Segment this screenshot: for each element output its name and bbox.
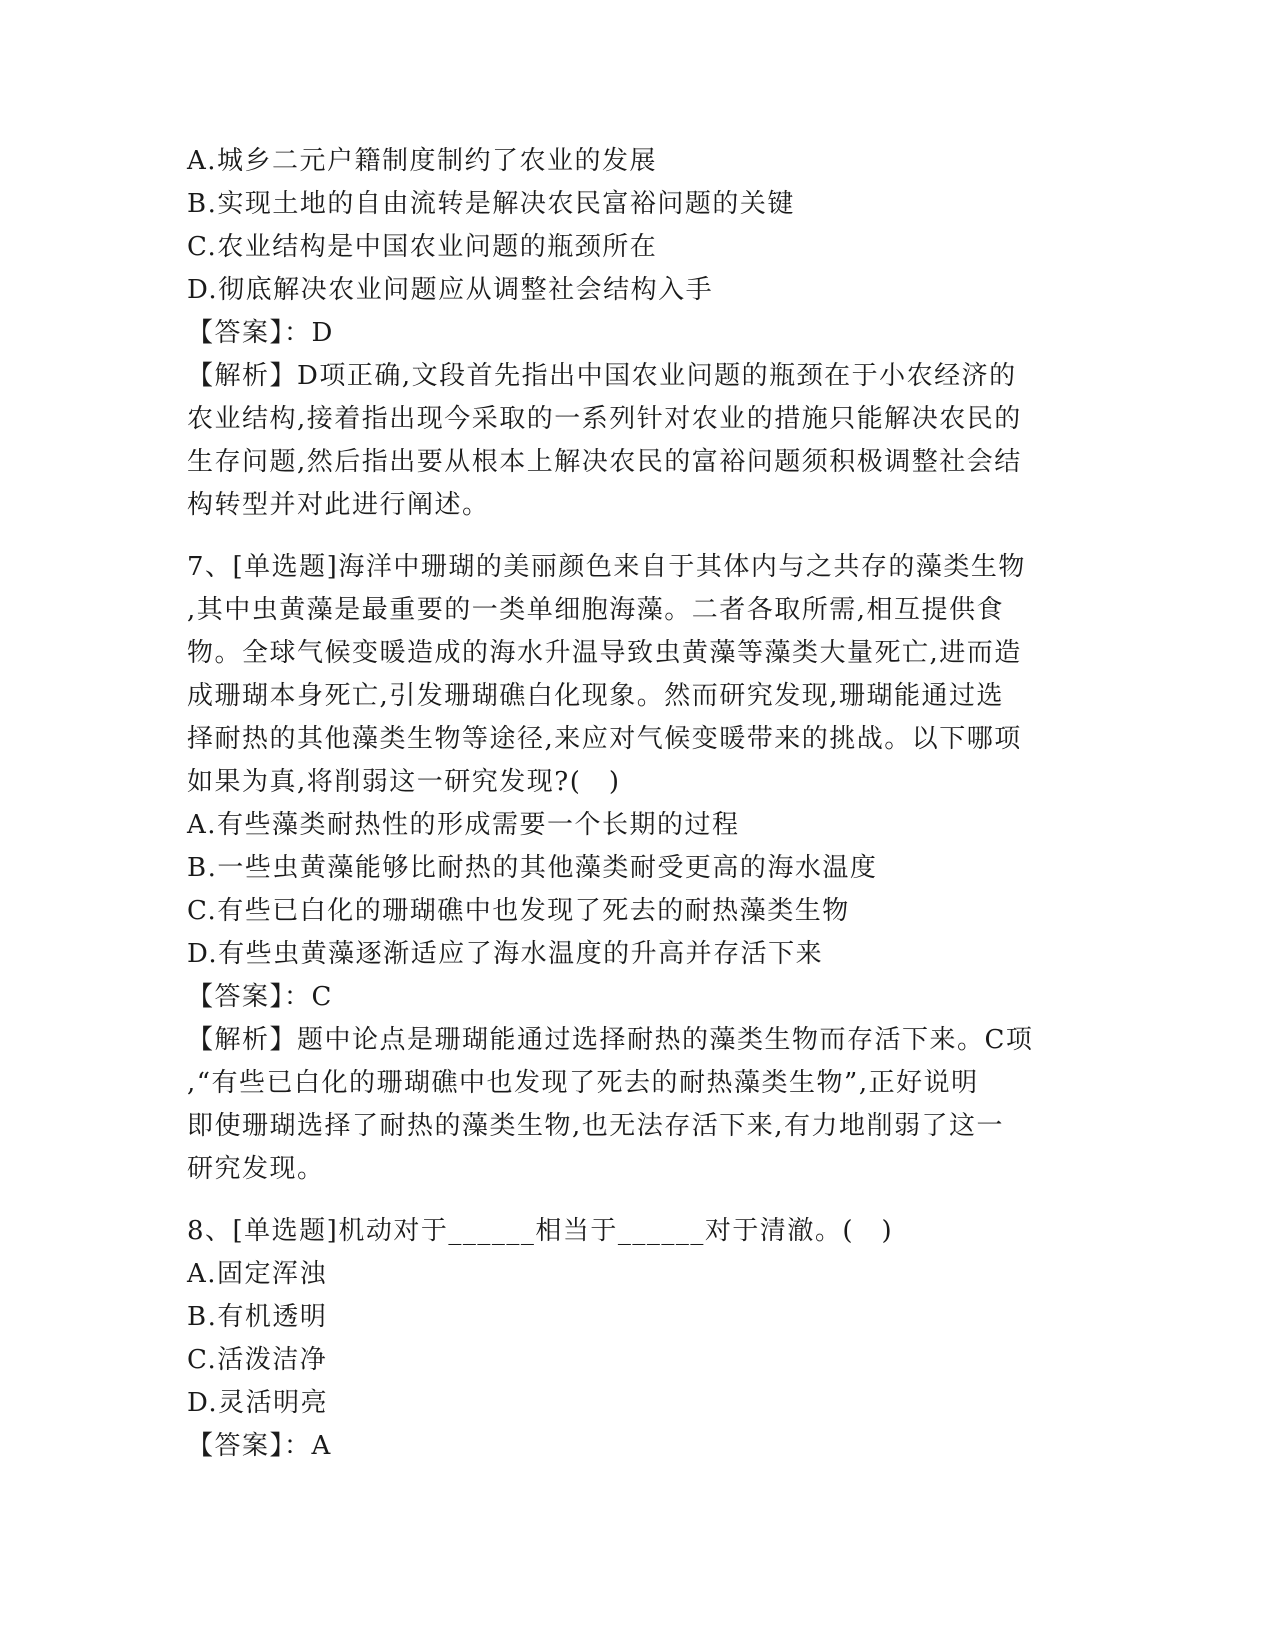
option-b: B.一些虫黄藻能够比耐热的其他藻类耐受更高的海水温度 bbox=[187, 853, 878, 883]
question-7-block bbox=[187, 546, 1087, 1191]
option-c: C.活泼洁净 bbox=[187, 1345, 328, 1375]
analysis-line: 【解析】题中论点是珊瑚能通过选择耐热的藻类生物而存活下来。C项 bbox=[187, 1025, 1034, 1055]
question-stem-line: 如果为真,将削弱这一研究发现?( ) bbox=[187, 767, 621, 797]
option-c: C.有些已白化的珊瑚礁中也发现了死去的耐热藻类生物 bbox=[187, 896, 850, 926]
analysis-line: 即使珊瑚选择了耐热的藻类生物,也无法存活下来,有力地削弱了这一 bbox=[187, 1111, 1005, 1141]
option-a: A.城乡二元户籍制度制约了农业的发展 bbox=[187, 146, 658, 176]
option-d: D.灵活明亮 bbox=[187, 1388, 329, 1418]
question-6-block bbox=[187, 140, 1087, 527]
answer-line: 【答案】：D bbox=[187, 318, 334, 348]
analysis-line: 【解析】D项正确,文段首先指出中国农业问题的瓶颈在于小农经济的 bbox=[187, 361, 1017, 391]
analysis-line: 生存问题,然后指出要从根本上解决农民的富裕问题须积极调整社会结 bbox=[187, 447, 1022, 477]
option-c: C.农业结构是中国农业问题的瓶颈所在 bbox=[187, 232, 658, 262]
analysis-line: 构转型并对此进行阐述。 bbox=[187, 490, 490, 520]
question-8-block bbox=[187, 1210, 1087, 1468]
answer-line: 【答案】：A bbox=[187, 1431, 332, 1461]
question-stem-line: 择耐热的其他藻类生物等途径,来应对气候变暖带来的挑战。以下哪项 bbox=[187, 724, 1022, 754]
option-b: B.实现土地的自由流转是解决农民富裕问题的关键 bbox=[187, 189, 795, 219]
option-a: A.固定浑浊 bbox=[187, 1259, 328, 1289]
answer-line: 【答案】：C bbox=[187, 982, 333, 1012]
option-d: D.有些虫黄藻逐渐适应了海水温度的升高并存活下来 bbox=[187, 939, 824, 969]
question-stem-line: 物。全球气候变暖造成的海水升温导致虫黄藻等藻类大量死亡,进而造 bbox=[187, 638, 1022, 668]
analysis-line: 研究发现。 bbox=[187, 1154, 325, 1184]
analysis-line: ,“有些已白化的珊瑚礁中也发现了死去的耐热藻类生物”,正好说明 bbox=[187, 1068, 979, 1098]
option-a: A.有些藻类耐热性的形成需要一个长期的过程 bbox=[187, 810, 740, 840]
document-page bbox=[187, 140, 1087, 1468]
option-b: B.有机透明 bbox=[187, 1302, 328, 1332]
option-d: D.彻底解决农业问题应从调整社会结构入手 bbox=[187, 275, 714, 305]
question-stem-line: 7、[单选题]海洋中珊瑚的美丽颜色来自于其体内与之共存的藻类生物 bbox=[187, 552, 1026, 582]
question-stem-line: 成珊瑚本身死亡,引发珊瑚礁白化现象。然而研究发现,珊瑚能通过选 bbox=[187, 681, 1005, 711]
question-stem-line: ,其中虫黄藻是最重要的一类单细胞海藻。二者各取所需,相互提供食 bbox=[187, 595, 1005, 625]
analysis-line: 农业结构,接着指出现今采取的一系列针对农业的措施只能解决农民的 bbox=[187, 404, 1022, 434]
question-stem-line: 8、[单选题]机动对于______相当于______对于清澈。( ) bbox=[187, 1216, 894, 1246]
